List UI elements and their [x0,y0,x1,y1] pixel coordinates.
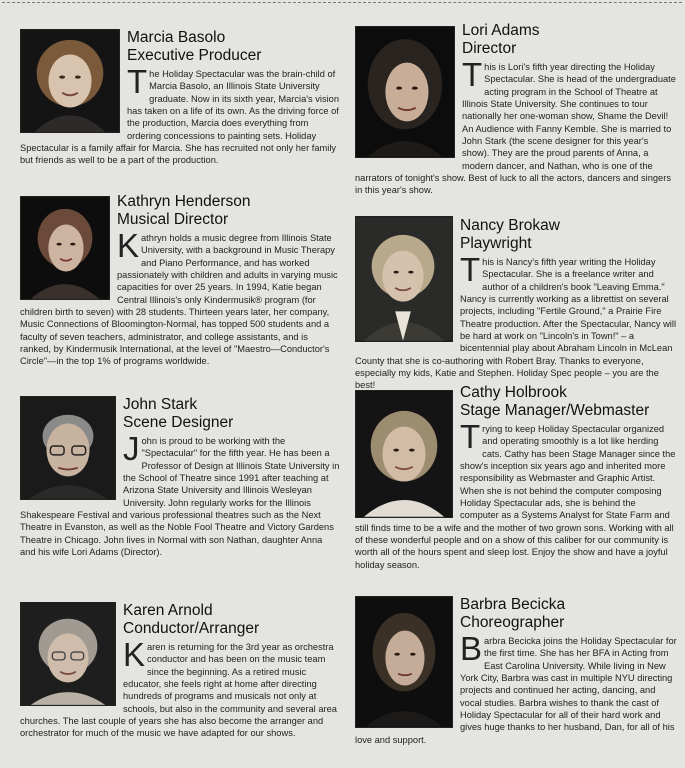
bio-name: Cathy Holbrook [460,384,567,401]
bio-name: Nancy Brokaw [460,217,560,234]
portrait-karen [21,603,115,705]
bio-lori-adams [355,18,677,208]
photo-lori-adams [355,26,455,158]
bio-name: Karen Arnold [123,602,213,619]
bio-role: Scene Designer [123,414,234,431]
photo-marcia-basolo [20,29,120,133]
bio-name: Marcia Basolo [127,29,226,46]
bio-role: Musical Director [117,211,229,228]
bio-name: Lori Adams [462,22,540,39]
bio-paragraph: athryn holds a music degree from Illinois State University, with a background in Music Therapy and Piano Performance, and has worked passionately with children and adults in varying music capacities for over 25 years. In 1994, Katie began Central Illinois's only Kindermusik® program (for children birth to seven) with 28 students. Thirteen years later, her company, Music Connections of Bloomington-Normal, has topped 500 students and a faculty of seven teachers, administrator, and college assistants, and is ranked, by Kindermusik International, at the level of "Maestro—Conductor's Circle"—in the top 1% of programs worldwide. [20,233,338,367]
bio-paragraph: aren is returning for the 3rd year as orchestra conductor and has been on the music team since the beginning. As a retired music educator, she feels right at home after directing hundreds of programs and musicals not only at schools, but also in the community and several area churches. The last couple of years she has also become the arranger and orchestrator for much of the music we have adapted for our shows. [20,642,337,739]
photo-karen-arnold [20,602,116,706]
drop-cap: B [460,630,483,667]
bio-nancy-brokaw [355,212,677,391]
bio-karen-arnold [20,596,340,756]
bio-cathy-holbrook [355,382,677,582]
bio-role: Executive Producer [127,47,262,64]
portrait-nancy [356,217,452,341]
bio-name: Kathryn Henderson [117,193,251,210]
bio-paragraph: arbra Becicka joins the Holiday Spectacular for the first time. She has her BFA in Acting from East Carolina University. While living in New York City, Barbra was cast in multiple NYU directing projects and continued her acting, dancing, and vocal studies. Barbra wishes to thank the cast of Holiday Spectacular for all of their hard work and gives huge thanks to her husband, Dan, for all of his love and support. [355,636,677,745]
drop-cap: T [460,251,481,288]
bio-role: Director [462,40,517,57]
drop-cap: K [123,636,146,673]
portrait-kathryn [21,197,109,299]
bio-paragraph: he Holiday Spectacular was the brain-child of Marcia Basolo, an Illinois State University graduate. Now in its sixth year, Marcia's vision has taken on a life of its own. As the driving force of the production, Marcia does everything from ordering concessions to painting sets. Holiday Spectacular is a family affair for Marcia. She has recruited not only her family but friends as well to be a part of the production. [20,69,340,166]
drop-cap: J [123,430,140,467]
photo-nancy-brokaw [355,216,453,342]
bio-marcia-basolo [20,27,340,182]
bio-role: Playwright [460,235,532,252]
bio-paragraph: his is Lori's fifth year directing the Holiday Spectacular. She is head of the undergraduate acting program in the School of Theatre at Illinois State University. She continues to tour nationally her one-woman show, Shame the Devil! An Audience with Fanny Kemble. She is married to John Stark (the scene designer for this year's show). They are the proud parents of Anna, a modern dancer, and Nathan, who is one of the narrators of tonight's show. Best of luck to all the actors, dancers and singers in this year's show. [355,62,676,196]
portrait-cathy [356,391,452,517]
portrait-lori [356,27,454,157]
photo-john-stark [20,396,116,500]
bio-role: Conductor/Arranger [123,620,260,637]
photo-kathryn-henderson [20,196,110,300]
bio-role: Choreographer [460,614,565,631]
portrait-john [21,397,115,499]
bio-kathryn-henderson [20,192,340,386]
bio-john-stark [20,394,340,586]
bio-name: John Stark [123,396,198,413]
photo-barbra-becicka [355,596,453,728]
portrait-marcia [21,30,119,132]
drop-cap: T [127,63,148,100]
bio-paragraph: rying to keep Holiday Spectacular organized and operating smoothly is a lot like herding cats. Cathy has been Stage Manager since the show's inception six years ago and inherited more responsibility as Webmaster and Graphic Artist. When she is not behind the computer composing Holiday Spectacular ads, she is behind the computer as a Systems Analyst for State Farm and still finds time to be a wife and the mother of two grown sons. Working with all of these wonderful people and on a show of this caliber for our community is worth all of the hours spent and sleep lost. Enjoy the show and have a joyful holiday season. [355,424,676,570]
bio-paragraph: his is Nancy's fifth year writing the Holiday Spectacular. She is a freelance writer and author of a children's book "Leaving Emma." Nancy is currently working as a librettist on several projects, including "Fertile Ground," a Prairie Fire Theatre production. After the Spectacular, Nancy will be hard at work on "Lincoln's in Town!" – a bicentennial play about Abraham Lincoln in McLean County that she is co-authoring with Robert Bray. Thanks to everyone, especially my kids, Katie and Stephen. Holiday Spec people – you are the best! [355,257,677,391]
drop-cap: T [462,56,483,93]
drop-cap: T [460,418,481,455]
bio-role: Stage Manager/Webmaster [460,402,650,419]
portrait-barbra [356,597,452,727]
drop-cap: K [117,227,140,264]
bio-barbra-becicka [355,592,677,756]
bio-name: Barbra Becicka [460,596,566,613]
photo-cathy-holbrook [355,390,453,518]
bio-paragraph: ohn is proud to be working with the "Spectacular" for the fifth year. He has been a Professor of Design at Illinois State University in the School of Theatre since 1991 after teaching at Arizona State University and Illinois Wesleyan University. John regularly works for the Illinois Shakespeare Festival and various professional theatres such as the Next Theatre in Evanston, as well as the Noble Fool Theatre and Victory Gardens Theatre in Chicago. John lives in Normal with son Nathan, daughter Anna and his wife Lori Adams (Director). [20,436,340,558]
